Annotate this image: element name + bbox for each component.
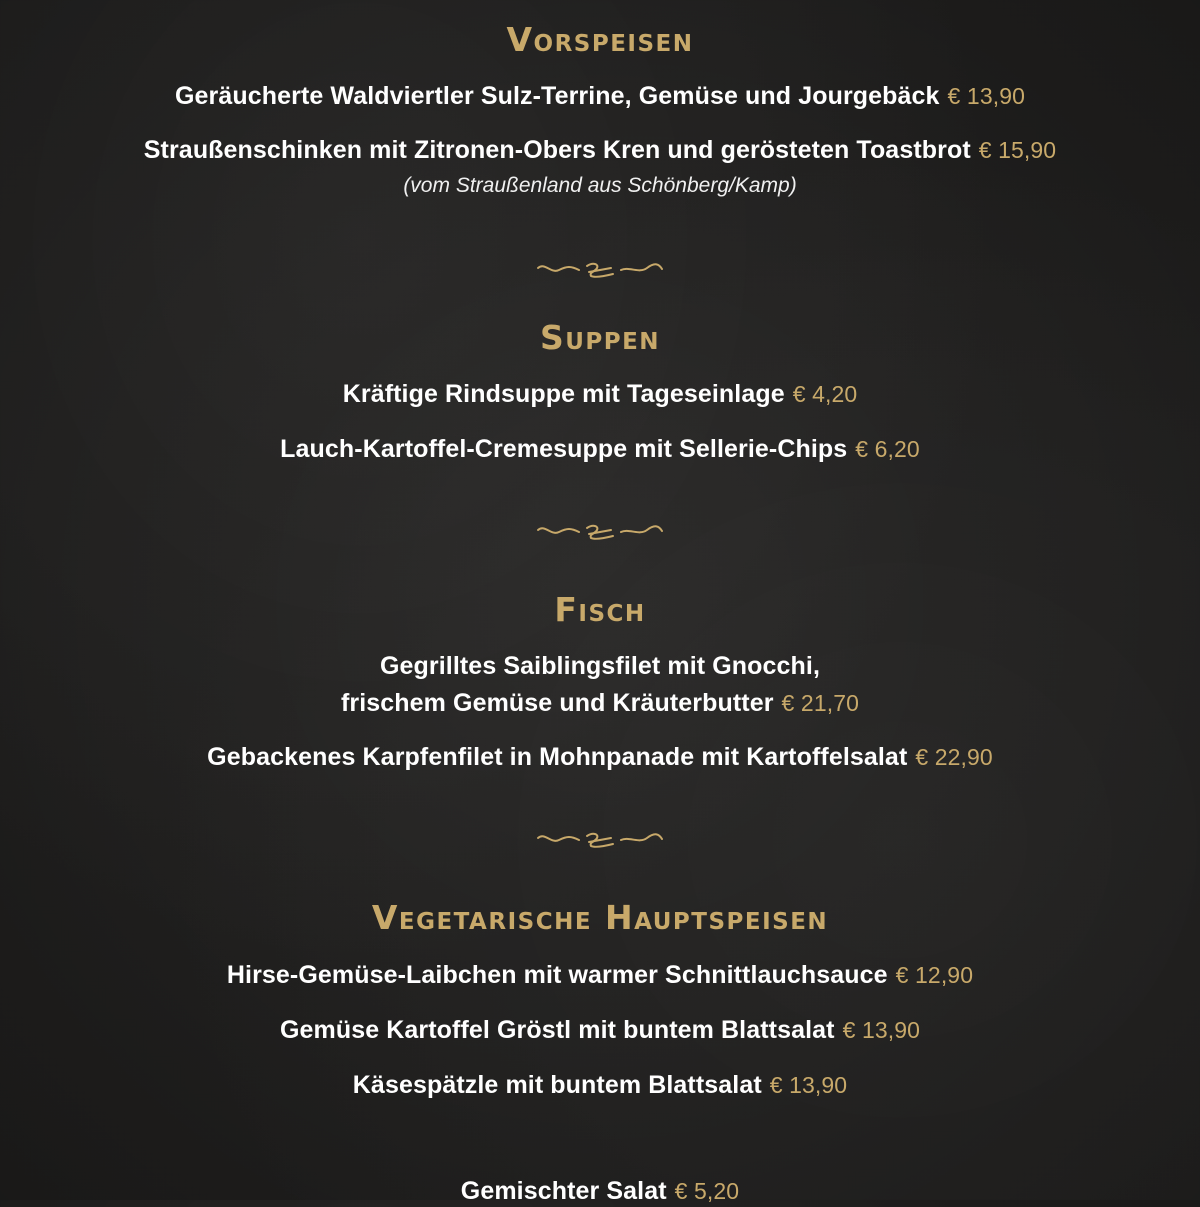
menu-item-name: Gemüse Kartoffel Gröstl mit buntem Blattsalat	[279, 1016, 835, 1044]
menu-item-name-line	[0, 650, 1200, 682]
menu-item-name: frischem Gemüse und Kräuterbutter	[340, 689, 774, 717]
menu-item-price: € 13,90	[947, 83, 1025, 109]
menu-item	[0, 134, 1200, 166]
menu-item-price: € 22,90	[915, 744, 993, 770]
ornament-flourish-icon	[535, 828, 665, 852]
menu-item-price: € 13,90	[769, 1072, 848, 1098]
ornament-flourish-icon	[535, 258, 665, 282]
menu-item	[0, 687, 1200, 719]
menu-item-price: € 6,20	[855, 436, 920, 462]
menu-item-price: € 12,90	[895, 962, 974, 988]
menu-item-name: Käsespätzle mit buntem Blattsalat	[352, 1071, 762, 1099]
menu-item-name: Straußenschinken mit Zitronen-Obers Kren und gerösteten Toastbrot	[143, 136, 971, 164]
menu-item	[0, 378, 1200, 410]
menu-item	[0, 1069, 1200, 1101]
ornament-flourish-icon	[535, 520, 665, 544]
menu-item-name: Hirse-Gemüse-Laibchen mit warmer Schnittlauchsauce	[226, 961, 888, 989]
menu-item	[0, 433, 1200, 465]
menu-item-name: Geräucherte Waldviertler Sulz-Terrine, Gemüse und Jourgebäck	[174, 82, 940, 110]
menu-item-price: € 5,20	[674, 1178, 740, 1204]
menu-item-name: Kräftige Rindsuppe mit Tageseinlage	[342, 380, 785, 408]
menu-item	[0, 959, 1200, 991]
menu-item-name: Gegrilltes Saiblingsfilet mit Gnocchi,	[380, 652, 820, 680]
menu-item	[0, 1175, 1200, 1207]
menu-item-note: (vom Straußenland aus Schönberg/Kamp)	[403, 174, 797, 197]
menu-item-name: Gebackenes Karpfenfilet in Mohnpanade mit Kartoffelsalat	[207, 743, 908, 771]
section-title-vorspeisen: Vorspeisen	[506, 20, 694, 59]
menu-item	[0, 741, 1200, 773]
menu-item-price: € 13,90	[842, 1017, 921, 1043]
menu-item-name: Lauch-Kartoffel-Cremesuppe mit Sellerie-Chips	[280, 435, 848, 463]
menu-item-price: € 4,20	[792, 381, 858, 407]
section-title-vegetarische-hauptspeisen: Vegetarische Hauptspeisen	[371, 898, 829, 937]
menu-item	[0, 80, 1200, 112]
menu-item-price: € 21,70	[781, 690, 859, 716]
menu-item-name: Gemischter Salat	[460, 1177, 667, 1205]
menu-item-price: € 15,90	[978, 137, 1057, 163]
menu-item	[0, 1014, 1200, 1046]
section-title-fisch: Fisch	[554, 590, 646, 629]
section-title-suppen: Suppen	[539, 318, 661, 357]
